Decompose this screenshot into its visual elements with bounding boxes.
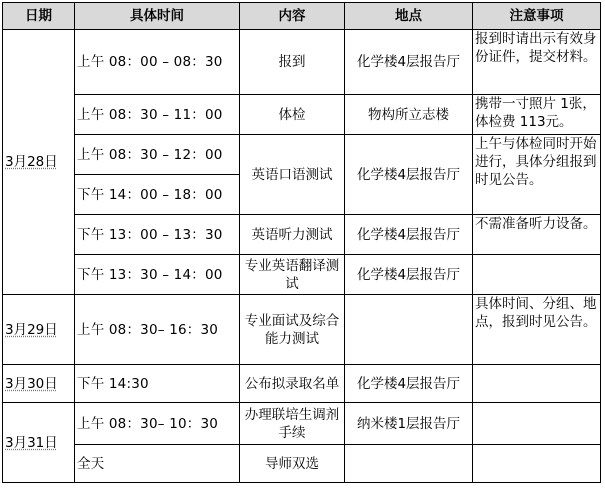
table-row [3,445,601,483]
location-cell: 物构所立志楼 [345,95,473,135]
notes-cell: 携带一寸照片 1张，体检费 113元。 [473,95,601,135]
content-cell: 办理联培生调剂手续 [240,403,345,445]
location-cell: 化学楼4层报告厅 [345,135,473,215]
location-cell: 化学楼4层报告厅 [345,255,473,295]
notes-cell [473,403,601,445]
location-cell: 化学楼4层报告厅 [345,215,473,255]
table-row [3,255,601,295]
notes-cell [473,365,601,403]
location-cell: 化学楼4层报告厅 [345,365,473,403]
content-cell: 公布拟录取名单 [240,365,345,403]
content-cell: 英语听力测试 [240,215,345,255]
date-cell: 3月31日 [3,403,75,483]
time-cell: 上午 08：30– 16：30 [75,295,240,365]
header-content: 内容 [240,3,345,30]
table-row [3,295,601,365]
header-notes: 注意事项 [473,3,601,30]
content-cell: 导师双选 [240,445,345,483]
time-cell: 下午 14：00 – 18：00 [75,175,240,215]
header-time: 具体时间 [75,3,240,30]
table-row [3,365,601,403]
notes-cell [473,445,601,483]
content-cell: 专业英语翻译测试 [240,255,345,295]
location-cell: 化学楼4层报告厅 [345,30,473,95]
content-cell: 专业面试及综合能力测试 [240,295,345,365]
content-cell: 体检 [240,95,345,135]
notes-cell: 不需准备听力设备。 [473,215,601,255]
location-cell: 纳米楼1层报告厅 [345,403,473,445]
time-cell: 下午 13：00 – 13：30 [75,215,240,255]
table-row [3,403,601,445]
content-cell: 英语口语测试 [240,135,345,215]
table-row [3,215,601,255]
time-cell: 全天 [75,445,240,483]
time-cell: 上午 08：00 – 08：30 [75,30,240,95]
time-cell: 上午 08：30 – 11：00 [75,95,240,135]
date-cell: 3月28日 [3,30,75,295]
time-cell: 上午 08：30– 10：30 [75,403,240,445]
time-cell: 下午 13：30 – 14：00 [75,255,240,295]
schedule-table [2,2,601,483]
date-cell: 3月29日 [3,295,75,365]
notes-cell: 上午与体检同时开始进行，具体分组报到时见公告。 [473,135,601,215]
table-row [3,135,601,175]
time-cell: 上午 08：30 – 12：00 [75,135,240,175]
header-row [3,3,601,30]
table-row [3,95,601,135]
location-cell [345,445,473,483]
date-cell: 3月30日 [3,365,75,403]
table-row [3,30,601,95]
notes-cell: 报到时请出示有效身份证件，提交材料。 [473,30,601,95]
notes-cell: 具体时间、分组、地点，报到时见公告。 [473,295,601,365]
content-cell: 报到 [240,30,345,95]
header-date: 日期 [3,3,75,30]
location-cell [345,295,473,365]
header-location: 地点 [345,3,473,30]
notes-cell [473,255,601,295]
time-cell: 下午 14:30 [75,365,240,403]
